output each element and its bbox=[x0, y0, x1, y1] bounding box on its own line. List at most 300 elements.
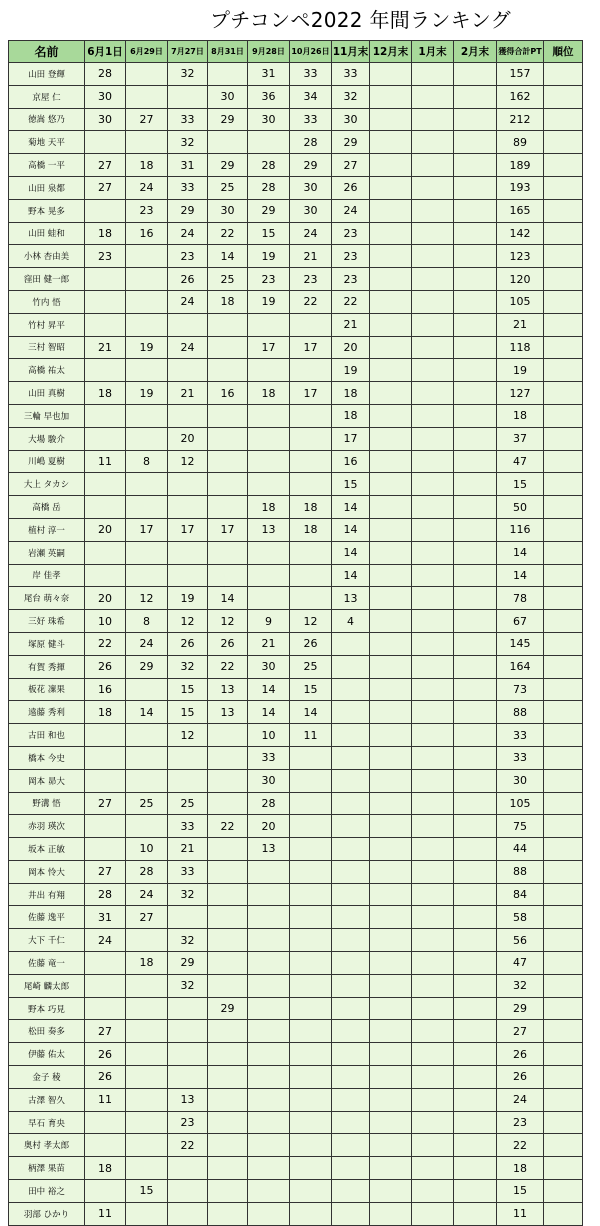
score-cell bbox=[332, 724, 370, 747]
score-cell bbox=[208, 769, 248, 792]
score-cell: 17 bbox=[168, 518, 208, 541]
score-cell bbox=[412, 701, 454, 724]
score-cell bbox=[454, 701, 497, 724]
score-cell bbox=[454, 610, 497, 633]
score-cell bbox=[454, 199, 497, 222]
score-cell bbox=[454, 382, 497, 405]
player-name: 坂本 正敏 bbox=[9, 838, 85, 861]
score-cell bbox=[454, 792, 497, 815]
player-name: 岡本 怜大 bbox=[9, 860, 85, 883]
player-name: 金子 稜 bbox=[9, 1066, 85, 1089]
score-cell bbox=[126, 724, 168, 747]
rank-cell bbox=[544, 906, 583, 929]
rank-cell bbox=[544, 496, 583, 519]
total-points-cell: 157 bbox=[497, 63, 544, 86]
score-cell bbox=[332, 701, 370, 724]
score-cell: 28 bbox=[248, 154, 290, 177]
score-cell bbox=[370, 382, 412, 405]
rank-cell bbox=[544, 1180, 583, 1203]
score-cell bbox=[454, 222, 497, 245]
score-cell: 19 bbox=[168, 587, 208, 610]
score-cell bbox=[208, 952, 248, 975]
score-cell: 34 bbox=[290, 85, 332, 108]
score-cell bbox=[332, 1111, 370, 1134]
table-row bbox=[9, 63, 583, 86]
total-points-cell: 123 bbox=[497, 245, 544, 268]
score-cell: 29 bbox=[208, 997, 248, 1020]
table-row bbox=[9, 838, 583, 861]
table-row bbox=[9, 1202, 583, 1225]
column-header: 7月27日 bbox=[168, 41, 208, 63]
score-cell bbox=[370, 929, 412, 952]
score-cell bbox=[332, 1134, 370, 1157]
score-cell: 14 bbox=[248, 701, 290, 724]
table-row bbox=[9, 1111, 583, 1134]
score-cell bbox=[290, 1020, 332, 1043]
score-cell: 16 bbox=[208, 382, 248, 405]
total-points-cell: 26 bbox=[497, 1043, 544, 1066]
score-cell: 10 bbox=[248, 724, 290, 747]
score-cell bbox=[290, 1180, 332, 1203]
score-cell bbox=[248, 860, 290, 883]
score-cell bbox=[126, 1157, 168, 1180]
total-points-cell: 18 bbox=[497, 1157, 544, 1180]
score-cell: 19 bbox=[248, 245, 290, 268]
score-cell bbox=[208, 883, 248, 906]
score-cell: 14 bbox=[208, 587, 248, 610]
score-cell: 30 bbox=[85, 108, 126, 131]
score-cell bbox=[412, 336, 454, 359]
score-cell bbox=[454, 290, 497, 313]
player-name: 岸 佳孝 bbox=[9, 564, 85, 587]
score-cell bbox=[126, 1066, 168, 1089]
score-cell bbox=[370, 1202, 412, 1225]
rank-cell bbox=[544, 176, 583, 199]
score-cell bbox=[126, 245, 168, 268]
score-cell bbox=[412, 632, 454, 655]
rank-cell bbox=[544, 860, 583, 883]
score-cell bbox=[248, 131, 290, 154]
score-cell bbox=[454, 838, 497, 861]
score-cell bbox=[412, 838, 454, 861]
score-cell: 24 bbox=[332, 199, 370, 222]
score-cell bbox=[370, 404, 412, 427]
score-cell bbox=[126, 541, 168, 564]
score-cell: 27 bbox=[126, 108, 168, 131]
score-cell bbox=[290, 838, 332, 861]
score-cell bbox=[290, 906, 332, 929]
rank-cell bbox=[544, 701, 583, 724]
score-cell: 11 bbox=[85, 450, 126, 473]
score-cell bbox=[454, 860, 497, 883]
score-cell bbox=[208, 1157, 248, 1180]
total-points-cell: 37 bbox=[497, 427, 544, 450]
score-cell bbox=[412, 1157, 454, 1180]
player-name: 植村 淳一 bbox=[9, 518, 85, 541]
score-cell: 26 bbox=[85, 1043, 126, 1066]
score-cell bbox=[126, 769, 168, 792]
score-cell bbox=[370, 860, 412, 883]
total-points-cell: 88 bbox=[497, 701, 544, 724]
score-cell bbox=[370, 906, 412, 929]
score-cell bbox=[370, 268, 412, 291]
score-cell bbox=[370, 724, 412, 747]
score-cell bbox=[370, 1043, 412, 1066]
score-cell: 13 bbox=[248, 518, 290, 541]
total-points-cell: 118 bbox=[497, 336, 544, 359]
score-cell bbox=[126, 929, 168, 952]
score-cell: 17 bbox=[332, 427, 370, 450]
score-cell bbox=[85, 769, 126, 792]
rank-cell bbox=[544, 222, 583, 245]
rank-cell bbox=[544, 1111, 583, 1134]
score-cell: 20 bbox=[248, 815, 290, 838]
column-header: 8月31日 bbox=[208, 41, 248, 63]
player-name: 塚原 健斗 bbox=[9, 632, 85, 655]
score-cell: 18 bbox=[290, 518, 332, 541]
score-cell: 30 bbox=[85, 85, 126, 108]
rank-cell bbox=[544, 678, 583, 701]
score-cell bbox=[412, 108, 454, 131]
score-cell bbox=[370, 496, 412, 519]
player-name: 赤羽 瑛次 bbox=[9, 815, 85, 838]
table-row bbox=[9, 724, 583, 747]
score-cell: 18 bbox=[126, 154, 168, 177]
score-cell: 29 bbox=[208, 108, 248, 131]
score-cell: 16 bbox=[332, 450, 370, 473]
score-cell: 26 bbox=[290, 632, 332, 655]
table-row bbox=[9, 450, 583, 473]
score-cell: 21 bbox=[290, 245, 332, 268]
player-name: 山田 蛙和 bbox=[9, 222, 85, 245]
score-cell: 24 bbox=[290, 222, 332, 245]
score-cell: 29 bbox=[168, 952, 208, 975]
score-cell bbox=[370, 1134, 412, 1157]
score-cell bbox=[454, 1111, 497, 1134]
score-cell bbox=[168, 359, 208, 382]
score-cell: 18 bbox=[248, 496, 290, 519]
score-cell bbox=[370, 997, 412, 1020]
table-row bbox=[9, 290, 583, 313]
score-cell bbox=[126, 1020, 168, 1043]
score-cell: 23 bbox=[248, 268, 290, 291]
score-cell: 10 bbox=[126, 838, 168, 861]
score-cell: 25 bbox=[290, 655, 332, 678]
score-cell: 8 bbox=[126, 610, 168, 633]
score-cell bbox=[454, 131, 497, 154]
score-cell: 19 bbox=[248, 290, 290, 313]
score-cell bbox=[126, 974, 168, 997]
score-cell bbox=[208, 1180, 248, 1203]
score-cell: 21 bbox=[332, 313, 370, 336]
table-row bbox=[9, 860, 583, 883]
score-cell: 17 bbox=[290, 382, 332, 405]
table-row bbox=[9, 564, 583, 587]
score-cell: 28 bbox=[126, 860, 168, 883]
score-cell: 29 bbox=[168, 199, 208, 222]
score-cell bbox=[454, 587, 497, 610]
score-cell bbox=[85, 838, 126, 861]
table-header-row bbox=[9, 41, 583, 63]
score-cell bbox=[332, 678, 370, 701]
score-cell bbox=[208, 724, 248, 747]
score-cell bbox=[454, 450, 497, 473]
score-cell bbox=[454, 997, 497, 1020]
score-cell bbox=[85, 290, 126, 313]
rank-cell bbox=[544, 1134, 583, 1157]
player-name: 佐藤 逸平 bbox=[9, 906, 85, 929]
player-name: 竹村 昇平 bbox=[9, 313, 85, 336]
score-cell bbox=[332, 815, 370, 838]
score-cell: 36 bbox=[248, 85, 290, 108]
score-cell: 30 bbox=[248, 769, 290, 792]
score-cell: 20 bbox=[85, 587, 126, 610]
score-cell bbox=[332, 655, 370, 678]
table-row bbox=[9, 952, 583, 975]
score-cell: 18 bbox=[85, 382, 126, 405]
player-name: 伊藤 佑太 bbox=[9, 1043, 85, 1066]
score-cell: 27 bbox=[85, 792, 126, 815]
score-cell: 13 bbox=[208, 701, 248, 724]
score-cell bbox=[370, 108, 412, 131]
score-cell bbox=[208, 541, 248, 564]
score-cell bbox=[208, 929, 248, 952]
rank-cell bbox=[544, 610, 583, 633]
score-cell: 19 bbox=[126, 382, 168, 405]
score-cell: 17 bbox=[126, 518, 168, 541]
total-points-cell: 22 bbox=[497, 1134, 544, 1157]
score-cell: 13 bbox=[168, 1088, 208, 1111]
table-row bbox=[9, 1180, 583, 1203]
score-cell bbox=[126, 63, 168, 86]
score-cell: 23 bbox=[332, 222, 370, 245]
score-cell bbox=[370, 769, 412, 792]
score-cell bbox=[85, 359, 126, 382]
score-cell: 12 bbox=[208, 610, 248, 633]
rank-cell bbox=[544, 382, 583, 405]
total-points-cell: 24 bbox=[497, 1088, 544, 1111]
page-title: プチコンペ2022 年間ランキング bbox=[210, 8, 511, 32]
score-cell: 26 bbox=[332, 176, 370, 199]
total-points-cell: 105 bbox=[497, 290, 544, 313]
total-points-cell: 120 bbox=[497, 268, 544, 291]
score-cell bbox=[454, 974, 497, 997]
score-cell bbox=[208, 838, 248, 861]
total-points-cell: 89 bbox=[497, 131, 544, 154]
score-cell bbox=[454, 176, 497, 199]
rank-cell bbox=[544, 245, 583, 268]
score-cell: 12 bbox=[126, 587, 168, 610]
score-cell bbox=[370, 222, 412, 245]
total-points-cell: 15 bbox=[497, 1180, 544, 1203]
score-cell bbox=[370, 1111, 412, 1134]
total-points-cell: 164 bbox=[497, 655, 544, 678]
rank-cell bbox=[544, 997, 583, 1020]
score-cell bbox=[208, 336, 248, 359]
player-name: 有賀 秀揮 bbox=[9, 655, 85, 678]
score-cell: 32 bbox=[168, 883, 208, 906]
score-cell bbox=[126, 85, 168, 108]
column-header: 順位 bbox=[544, 41, 583, 63]
total-points-cell: 23 bbox=[497, 1111, 544, 1134]
score-cell: 33 bbox=[168, 815, 208, 838]
score-cell: 33 bbox=[168, 176, 208, 199]
score-cell bbox=[370, 336, 412, 359]
score-cell: 14 bbox=[248, 678, 290, 701]
score-cell: 26 bbox=[85, 655, 126, 678]
table-row bbox=[9, 541, 583, 564]
score-cell: 30 bbox=[248, 108, 290, 131]
score-cell: 30 bbox=[332, 108, 370, 131]
score-cell bbox=[208, 359, 248, 382]
score-cell: 26 bbox=[85, 1066, 126, 1089]
rank-cell bbox=[544, 473, 583, 496]
score-cell bbox=[454, 541, 497, 564]
total-points-cell: 84 bbox=[497, 883, 544, 906]
score-cell bbox=[168, 313, 208, 336]
score-cell: 29 bbox=[126, 655, 168, 678]
score-cell: 14 bbox=[332, 518, 370, 541]
score-cell bbox=[370, 473, 412, 496]
score-cell: 32 bbox=[168, 974, 208, 997]
score-cell bbox=[454, 746, 497, 769]
score-cell bbox=[126, 473, 168, 496]
player-name: 大下 千仁 bbox=[9, 929, 85, 952]
score-cell bbox=[332, 997, 370, 1020]
rank-cell bbox=[544, 404, 583, 427]
player-name: 橋本 今史 bbox=[9, 746, 85, 769]
score-cell bbox=[412, 1180, 454, 1203]
score-cell bbox=[126, 1043, 168, 1066]
score-cell bbox=[248, 450, 290, 473]
score-cell: 28 bbox=[248, 792, 290, 815]
score-cell bbox=[412, 382, 454, 405]
score-cell bbox=[248, 404, 290, 427]
score-cell: 18 bbox=[85, 222, 126, 245]
score-cell: 18 bbox=[332, 382, 370, 405]
table-row bbox=[9, 131, 583, 154]
total-points-cell: 21 bbox=[497, 313, 544, 336]
score-cell: 22 bbox=[85, 632, 126, 655]
score-cell: 23 bbox=[85, 245, 126, 268]
rank-cell bbox=[544, 1202, 583, 1225]
score-cell bbox=[208, 564, 248, 587]
score-cell bbox=[126, 427, 168, 450]
score-cell bbox=[248, 1134, 290, 1157]
score-cell bbox=[168, 1043, 208, 1066]
score-cell bbox=[454, 883, 497, 906]
score-cell bbox=[85, 1180, 126, 1203]
score-cell: 13 bbox=[332, 587, 370, 610]
score-cell bbox=[454, 655, 497, 678]
score-cell bbox=[126, 564, 168, 587]
score-cell: 20 bbox=[332, 336, 370, 359]
score-cell: 29 bbox=[332, 131, 370, 154]
score-cell bbox=[85, 952, 126, 975]
score-cell bbox=[290, 746, 332, 769]
player-name: 高橋 岳 bbox=[9, 496, 85, 519]
score-cell bbox=[412, 952, 454, 975]
player-name: 高橋 祐太 bbox=[9, 359, 85, 382]
score-cell bbox=[126, 746, 168, 769]
rank-cell bbox=[544, 63, 583, 86]
score-cell: 18 bbox=[290, 496, 332, 519]
player-name: 松田 奏多 bbox=[9, 1020, 85, 1043]
score-cell bbox=[290, 1202, 332, 1225]
score-cell: 22 bbox=[332, 290, 370, 313]
score-cell bbox=[412, 815, 454, 838]
score-cell bbox=[248, 427, 290, 450]
score-cell: 16 bbox=[126, 222, 168, 245]
score-cell bbox=[370, 701, 412, 724]
score-cell: 20 bbox=[85, 518, 126, 541]
rank-cell bbox=[544, 85, 583, 108]
rank-cell bbox=[544, 838, 583, 861]
score-cell bbox=[412, 769, 454, 792]
score-cell bbox=[208, 473, 248, 496]
score-cell: 13 bbox=[208, 678, 248, 701]
total-points-cell: 67 bbox=[497, 610, 544, 633]
score-cell bbox=[85, 268, 126, 291]
table-row bbox=[9, 1020, 583, 1043]
score-cell bbox=[208, 906, 248, 929]
score-cell bbox=[370, 1066, 412, 1089]
total-points-cell: 47 bbox=[497, 450, 544, 473]
score-cell bbox=[168, 473, 208, 496]
rank-cell bbox=[544, 792, 583, 815]
score-cell bbox=[412, 610, 454, 633]
score-cell bbox=[412, 359, 454, 382]
score-cell bbox=[332, 1157, 370, 1180]
score-cell bbox=[454, 815, 497, 838]
player-name: 岩瀬 英嗣 bbox=[9, 541, 85, 564]
table-row bbox=[9, 268, 583, 291]
score-cell: 31 bbox=[248, 63, 290, 86]
score-cell: 14 bbox=[332, 496, 370, 519]
score-cell bbox=[454, 769, 497, 792]
table-row bbox=[9, 769, 583, 792]
score-cell bbox=[454, 929, 497, 952]
rank-cell bbox=[544, 724, 583, 747]
total-points-cell: 11 bbox=[497, 1202, 544, 1225]
table-row bbox=[9, 997, 583, 1020]
score-cell bbox=[412, 929, 454, 952]
total-points-cell: 14 bbox=[497, 564, 544, 587]
score-cell bbox=[370, 1157, 412, 1180]
column-header: 6月29日 bbox=[126, 41, 168, 63]
table-row bbox=[9, 496, 583, 519]
score-cell: 11 bbox=[290, 724, 332, 747]
score-cell: 24 bbox=[168, 336, 208, 359]
score-cell bbox=[168, 997, 208, 1020]
rank-cell bbox=[544, 131, 583, 154]
score-cell bbox=[208, 404, 248, 427]
score-cell: 29 bbox=[290, 154, 332, 177]
rank-cell bbox=[544, 313, 583, 336]
score-cell: 28 bbox=[290, 131, 332, 154]
score-cell bbox=[168, 1020, 208, 1043]
score-cell bbox=[208, 1202, 248, 1225]
score-cell bbox=[412, 541, 454, 564]
score-cell: 22 bbox=[168, 1134, 208, 1157]
score-cell: 24 bbox=[85, 929, 126, 952]
score-cell bbox=[208, 746, 248, 769]
score-cell bbox=[168, 404, 208, 427]
score-cell bbox=[454, 906, 497, 929]
score-cell bbox=[85, 746, 126, 769]
score-cell bbox=[290, 792, 332, 815]
score-cell bbox=[332, 974, 370, 997]
